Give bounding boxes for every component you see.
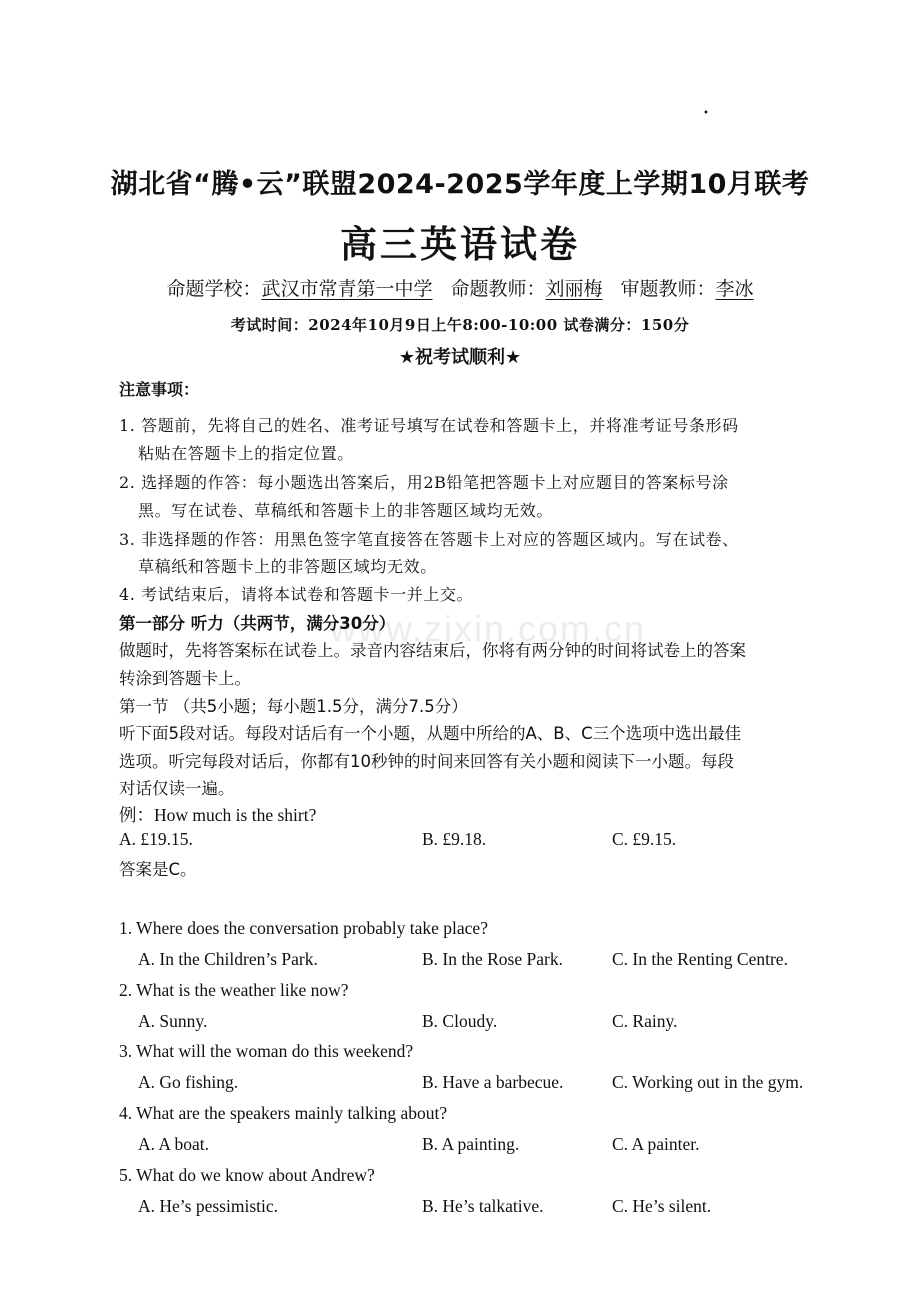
option-b: B. Cloudy. [422, 1011, 498, 1031]
option-b: B. Have a barbecue. [422, 1072, 564, 1092]
stray-mark: • [703, 108, 709, 119]
notice-line: 2. 选择题的作答：每小题选出答案后，用2B铅笔把答题卡上对应题目的答案标号涂 [119, 473, 729, 492]
part1-intro-line: 做题时，先将答案标在试卷上。录音内容结束后，你将有两分钟的时间将试卷上的答案 [119, 641, 746, 660]
question-1: 1. Where does the conversation probably take place? [119, 918, 488, 938]
teacher-value: 刘丽梅 [545, 278, 603, 300]
question-5: 5. What do we know about Andrew? [119, 1165, 375, 1185]
school-label: 命题学校： [166, 278, 262, 300]
example-option-c: C. £9.15. [612, 829, 677, 849]
question-3: 3. What will the woman do this weekend? [119, 1041, 414, 1061]
exam-time: 考试时间：2024年10月9日上午8:00-10:00 试卷满分：150分 [230, 316, 690, 334]
option-a: A. Sunny. [138, 1011, 208, 1031]
notice-line: 黑。写在试卷、草稿纸和答题卡上的非答题区域均无效。 [138, 501, 554, 520]
notice-line: 草稿纸和答题卡上的非答题区域均无效。 [138, 557, 437, 576]
section1-heading: 第一节 （共5小题；每小题1.5分，满分7.5分） [119, 697, 468, 716]
notice-heading: 注意事项： [119, 380, 200, 399]
question-4: 4. What are the speakers mainly talking about? [119, 1103, 448, 1123]
option-a: A. In the Children’s Park. [138, 949, 318, 969]
example-option-a: A. £19.15. [119, 829, 193, 849]
option-a: A. He’s pessimistic. [138, 1196, 278, 1216]
option-c: C. In the Renting Centre. [612, 949, 788, 969]
paper-title: 高三英语试卷 [340, 223, 580, 266]
notice-line: 1. 答题前，先将自己的姓名、准考证号填写在试卷和答题卡上，并将准考证号条形码 [119, 416, 739, 435]
notice-line: 3. 非选择题的作答：用黑色签字笔直接答在答题卡上对应的答题区域内。写在试卷、 [119, 530, 739, 549]
reviewer-label: 审题教师： [620, 278, 716, 300]
good-luck-banner: ★祝考试顺利★ [398, 347, 522, 368]
option-b: B. A painting. [422, 1134, 520, 1154]
option-a: A. A boat. [138, 1134, 209, 1154]
part1-heading: 第一部分 听力（共两节，满分30分） [119, 614, 396, 633]
author-line [0, 274, 920, 301]
option-a: A. Go fishing. [138, 1072, 239, 1092]
option-b: B. In the Rose Park. [422, 949, 563, 969]
section1-intro-line: 听下面5段对话。每段对话后有一个小题，从题中所给的A、B、C三个选项中选出最佳 [119, 724, 742, 743]
option-c: C. Rainy. [612, 1011, 678, 1031]
option-c: C. He’s silent. [612, 1196, 712, 1216]
option-c: C. A painter. [612, 1134, 700, 1154]
watermark: www.zixin.com.cn [330, 608, 647, 649]
option-c: C. Working out in the gym. [612, 1072, 804, 1092]
exam-title: 湖北省“腾•云”联盟2024-2025学年度上学期10月联考 [110, 169, 810, 200]
example-question: 例：How much is the shirt? [119, 805, 317, 825]
option-b: B. He’s talkative. [422, 1196, 544, 1216]
teacher-label: 命题教师： [450, 278, 546, 300]
example-option-b: B. £9.18. [422, 829, 487, 849]
section1-intro-line: 对话仅读一遍。 [119, 779, 235, 798]
notice-line: 粘贴在答题卡上的指定位置。 [138, 444, 354, 463]
school-value: 武汉市常青第一中学 [261, 278, 433, 300]
section1-intro-line: 选项。听完每段对话后，你都有10秒钟的时间来回答有关小题和阅读下一小题。每段 [119, 752, 734, 771]
part1-intro-line: 转涂到答题卡上。 [119, 669, 251, 688]
notice-line: 4. 考试结束后，请将本试卷和答题卡一并上交。 [119, 585, 474, 604]
question-2: 2. What is the weather like now? [119, 980, 349, 1000]
example-answer: 答案是C。 [119, 860, 197, 879]
reviewer-value: 李冰 [715, 278, 754, 300]
